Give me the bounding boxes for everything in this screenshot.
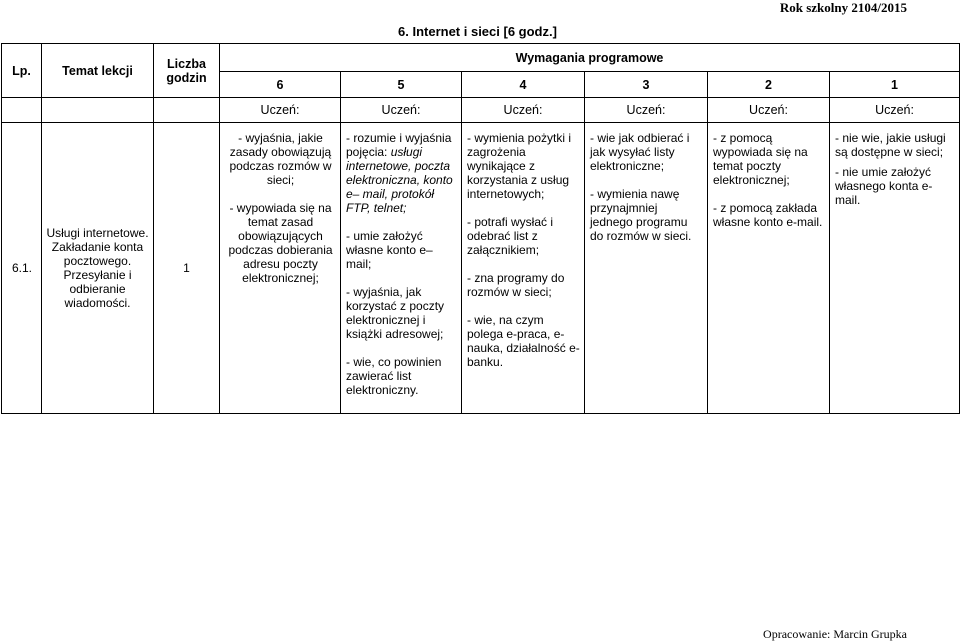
student-label: Uczeń: [462,98,585,123]
list-item: - nie wie, jakie usługi są dostępne w sieci; [835,131,946,159]
list-item: - wie, co powinien zawierać list elektroniczny. [346,355,442,397]
list-item: - wyjaśnia, jak korzystać z poczty elektronicznej i książki adresowej; [346,285,445,341]
lesson-number: 6.1. [2,123,42,414]
list-item: - wyjaśnia, jakie zasady obowiązują podczas rozmów w sieci; [229,131,332,187]
list-item: - z pomocą wypowiada się na temat poczty elektronicznej; [713,131,808,187]
author-credit: Opracowanie: Marcin Grupka [763,627,907,641]
requirements-table [1,43,960,414]
list-item: - wymienia pożytki i zagrożenia wynikające z korzystania z usług internetowych; [467,131,572,201]
lesson-topic: Usługi internetowe. Zakładanie konta pocztowego. Przesyłanie i odbieranie wiadomości. [42,123,154,414]
student-label: Uczeń: [220,98,341,123]
grade-3-requirements [585,123,708,414]
requirements-header: Wymagania programowe [220,44,960,72]
grade-header: 1 [830,72,960,98]
grade-6-requirements [220,123,341,414]
student-label: Uczeń: [830,98,960,123]
list-item: - wie, na czym polega e-praca, e-nauka, działalność e-banku. [467,313,580,369]
grade-5-requirements [341,123,462,414]
student-label: Uczeń: [708,98,830,123]
lesson-hours: 1 [154,123,220,414]
list-item: - zna programy do rozmów w sieci; [467,271,565,299]
grade-4-requirements [462,123,585,414]
student-label: Uczeń: [341,98,462,123]
list-item [346,131,457,215]
grade-header: 2 [708,72,830,98]
grade-header: 3 [585,72,708,98]
list-item: - wypowiada się na temat zasad obowiązujących podczas dobierania adresu poczty elektronicznej; [228,201,333,285]
list-item: - wie jak odbierać i jak wysyłać listy elektroniczne; [590,131,690,173]
item-text: - rozumie i wyjaśnia pojęcia: [346,131,452,159]
grade-header: 4 [462,72,585,98]
grade-1-requirements [830,123,960,414]
student-label: Uczeń: [585,98,708,123]
col-topic-header: Temat lekcji [42,44,154,98]
col-hours-header: Liczba godzin [154,44,220,98]
school-year: Rok szkolny 2104/2015 [779,0,907,15]
item-terms: usługi internetowe, poczta elektroniczna, konto e– mail, protokół FTP, telnet; [346,145,453,215]
list-item: - wymienia nawę przynajmniej jednego programu do rozmów w sieci. [590,187,692,243]
list-item: - nie umie założyć własnego konta e-mail. [835,165,933,207]
grade-header: 5 [341,72,462,98]
section-title: 6. Internet i sieci [6 godz.] [398,24,557,39]
list-item: - z pomocą zakłada własne konto e-mail. [713,201,823,229]
list-item: - potrafi wysłać i odebrać list z załącznikiem; [467,215,554,257]
col-lp-header: Lp. [2,44,42,98]
table-row [2,123,960,414]
grade-2-requirements [708,123,830,414]
list-item: - umie założyć własne konto e– mail; [346,229,433,271]
grade-header: 6 [220,72,341,98]
